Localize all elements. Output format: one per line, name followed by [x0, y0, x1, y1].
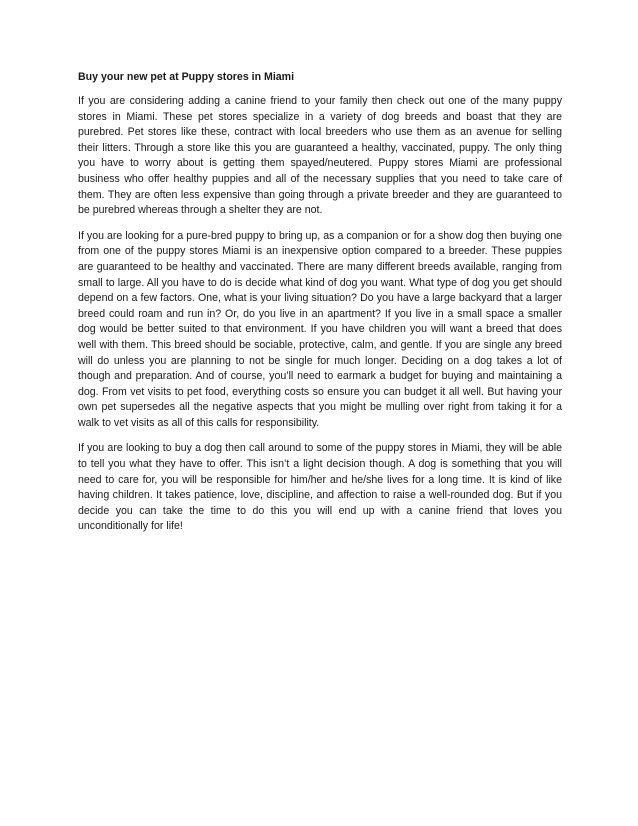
paragraph-conclusion: If you are looking to buy a dog then call around to some of the puppy stores in Miami, they will be able to tell you what they have to offer. This isn’t a light decision though. A dog is something that you will need to care for, you will be responsible for him/her and he/she lives for a long time. It is kind of like having children. It takes patience, love, discipline, and affection to raise a well-rounded dog. But if you decide you can take the time to do this you will end up with a canine friend that loves you unconditionally for life!	[78, 442, 562, 533]
document-title: Buy your new pet at Puppy stores in Miami	[78, 71, 295, 83]
document-body	[78, 70, 562, 545]
paragraph-choosing-breed: If you are looking for a pure-bred puppy to bring up, as a companion or for a show dog then buying one from one of the puppy stores Miami is an inexpensive option compared to a breeder. These puppies are guaranteed to be healthy and vaccinated. There are many different breeds available, ranging from small to large. All you have to do is decide what kind of dog you want. What type of dog you get should depend on a few factors. One, what is your living situation? Do you have a large backyard that a larger breed could roam and run in? Or, do you live in an apartment? If you live in a small space a smaller dog would be better suited to that environment. If you have children you will want a breed that does well with them. This breed should be sociable, protective, calm, and gentle. If you are single any breed will do unless you are planning to not be single for much longer. Deciding on a dog takes a lot of though and preparation. And of course, you’ll need to earmark a budget for buying and maintaining a dog. From vet visits to pet food, everything costs so ensure you can budget it all well. But having your own pet supersedes all the negative aspects that you might be mulling over right from taking it for a walk to vet visits as all of this calls for responsibility.	[78, 229, 562, 429]
paragraph-intro: If you are considering adding a canine friend to your family then check out one of the many puppy stores in Miami. These pet stores specialize in a variety of dog breeds and boast that they are purebred. Pet stores like these, contract with local breeders who use them as an avenue for selling their litters. Through a store like this you are guaranteed a healthy, vaccinated, puppy. The only thing you have to worry about is getting them spayed/neutered. Puppy stores Miami are professional business who offer healthy puppies and all of the necessary supplies that you need to take care of them. They are often less expensive than going through a private breeder and they are guaranteed to be purebred whereas through a shelter they are not.	[78, 95, 562, 217]
